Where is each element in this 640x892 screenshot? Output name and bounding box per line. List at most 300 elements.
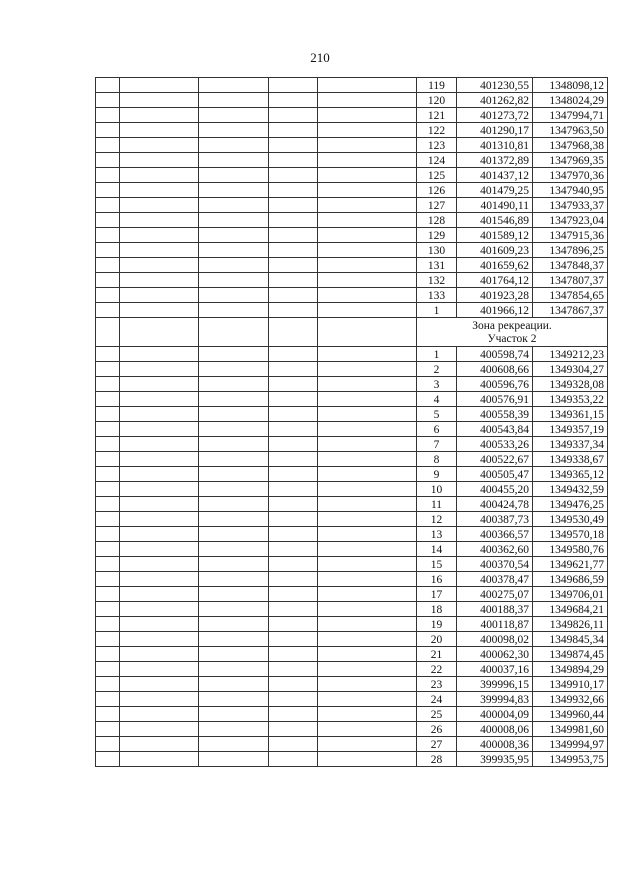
coord-y: 1349684,21 (533, 602, 608, 617)
empty-cell (269, 452, 318, 467)
empty-cell (269, 347, 318, 362)
coord-x: 401310,81 (457, 138, 533, 153)
coord-x: 400543,84 (457, 422, 533, 437)
empty-cell (318, 153, 417, 168)
empty-cell (318, 647, 417, 662)
point-number: 12 (417, 512, 457, 527)
empty-cell (96, 258, 120, 273)
empty-cell (120, 587, 199, 602)
coord-x: 401372,89 (457, 153, 533, 168)
empty-cell (96, 392, 120, 407)
table-row (96, 138, 608, 153)
empty-cell (96, 422, 120, 437)
empty-cell (199, 362, 269, 377)
empty-cell (269, 722, 318, 737)
coord-x: 400505,47 (457, 467, 533, 482)
empty-cell (96, 347, 120, 362)
empty-cell (199, 632, 269, 647)
coord-y: 1347915,36 (533, 228, 608, 243)
coord-y: 1349580,76 (533, 542, 608, 557)
empty-cell (269, 512, 318, 527)
empty-cell (120, 362, 199, 377)
coord-y: 1349337,34 (533, 437, 608, 452)
point-number: 25 (417, 707, 457, 722)
coord-y: 1349953,75 (533, 752, 608, 767)
empty-cell (96, 527, 120, 542)
point-number: 28 (417, 752, 457, 767)
empty-cell (199, 273, 269, 288)
empty-cell (269, 692, 318, 707)
coord-y: 1347970,36 (533, 168, 608, 183)
empty-cell (96, 153, 120, 168)
table-row (96, 467, 608, 482)
point-number: 14 (417, 542, 457, 557)
coord-y: 1349981,60 (533, 722, 608, 737)
coord-x: 401230,55 (457, 78, 533, 93)
empty-cell (199, 602, 269, 617)
point-number: 121 (417, 108, 457, 123)
point-number: 15 (417, 557, 457, 572)
point-number: 132 (417, 273, 457, 288)
empty-cell (269, 497, 318, 512)
table-row (96, 557, 608, 572)
coord-y: 1349357,19 (533, 422, 608, 437)
empty-cell (96, 617, 120, 632)
coord-y: 1349826,11 (533, 617, 608, 632)
point-number: 18 (417, 602, 457, 617)
table-row (96, 377, 608, 392)
table-row (96, 572, 608, 587)
empty-cell (96, 377, 120, 392)
table-row (96, 632, 608, 647)
coord-x: 400098,02 (457, 632, 533, 647)
point-number: 22 (417, 662, 457, 677)
point-number: 20 (417, 632, 457, 647)
empty-cell (120, 572, 199, 587)
empty-cell (120, 153, 199, 168)
empty-cell (96, 138, 120, 153)
empty-cell (199, 527, 269, 542)
empty-cell (269, 467, 318, 482)
empty-cell (120, 512, 199, 527)
point-number: 119 (417, 78, 457, 93)
coord-x: 400522,67 (457, 452, 533, 467)
point-number: 4 (417, 392, 457, 407)
table-row (96, 452, 608, 467)
point-number: 128 (417, 213, 457, 228)
point-number: 123 (417, 138, 457, 153)
coord-x: 401659,62 (457, 258, 533, 273)
empty-cell (199, 318, 269, 347)
empty-cell (199, 78, 269, 93)
empty-cell (318, 422, 417, 437)
empty-cell (269, 392, 318, 407)
empty-cell (96, 542, 120, 557)
empty-cell (120, 213, 199, 228)
coord-y: 1349476,25 (533, 497, 608, 512)
table-row (96, 93, 608, 108)
empty-cell (96, 662, 120, 677)
empty-cell (199, 183, 269, 198)
empty-cell (96, 228, 120, 243)
empty-cell (120, 347, 199, 362)
coord-y: 1348098,12 (533, 78, 608, 93)
point-number: 11 (417, 497, 457, 512)
coord-x: 400004,09 (457, 707, 533, 722)
coord-y: 1347994,71 (533, 108, 608, 123)
empty-cell (120, 722, 199, 737)
empty-cell (96, 123, 120, 138)
point-number: 16 (417, 572, 457, 587)
empty-cell (120, 647, 199, 662)
empty-cell (269, 273, 318, 288)
empty-cell (269, 572, 318, 587)
empty-cell (269, 602, 318, 617)
point-number: 7 (417, 437, 457, 452)
empty-cell (199, 228, 269, 243)
empty-cell (269, 78, 318, 93)
point-number: 5 (417, 407, 457, 422)
coord-y: 1349874,45 (533, 647, 608, 662)
coord-x: 401437,12 (457, 168, 533, 183)
table-row (96, 123, 608, 138)
coord-x: 400037,16 (457, 662, 533, 677)
empty-cell (120, 93, 199, 108)
point-number: 13 (417, 527, 457, 542)
coord-x: 401262,82 (457, 93, 533, 108)
empty-cell (96, 303, 120, 318)
empty-cell (120, 497, 199, 512)
section-title-line2: Участок 2 (487, 332, 537, 345)
empty-cell (318, 437, 417, 452)
empty-cell (318, 213, 417, 228)
empty-cell (120, 228, 199, 243)
empty-cell (269, 153, 318, 168)
point-number: 120 (417, 93, 457, 108)
empty-cell (318, 662, 417, 677)
empty-cell (96, 452, 120, 467)
table-row (96, 213, 608, 228)
empty-cell (199, 572, 269, 587)
empty-cell (269, 422, 318, 437)
empty-cell (96, 168, 120, 183)
coord-x: 400362,60 (457, 542, 533, 557)
empty-cell (120, 707, 199, 722)
empty-cell (199, 123, 269, 138)
coord-x: 401290,17 (457, 123, 533, 138)
table-row (96, 677, 608, 692)
empty-cell (269, 138, 318, 153)
table-row (96, 437, 608, 452)
empty-cell (269, 123, 318, 138)
empty-cell (199, 377, 269, 392)
point-number: 3 (417, 377, 457, 392)
empty-cell (199, 752, 269, 767)
empty-cell (199, 303, 269, 318)
empty-cell (199, 213, 269, 228)
empty-cell (318, 228, 417, 243)
coord-x: 400275,07 (457, 587, 533, 602)
empty-cell (318, 737, 417, 752)
table-row (96, 587, 608, 602)
table-row (96, 482, 608, 497)
empty-cell (318, 168, 417, 183)
empty-cell (120, 258, 199, 273)
empty-cell (199, 587, 269, 602)
empty-cell (120, 168, 199, 183)
empty-cell (318, 78, 417, 93)
table-row (96, 198, 608, 213)
point-number: 122 (417, 123, 457, 138)
empty-cell (120, 407, 199, 422)
empty-cell (96, 647, 120, 662)
empty-cell (269, 527, 318, 542)
empty-cell (269, 677, 318, 692)
empty-cell (318, 707, 417, 722)
coord-x: 399994,83 (457, 692, 533, 707)
empty-cell (199, 617, 269, 632)
empty-cell (120, 632, 199, 647)
section-title (417, 318, 608, 347)
empty-cell (96, 512, 120, 527)
coord-y: 1347940,95 (533, 183, 608, 198)
empty-cell (96, 467, 120, 482)
empty-cell (318, 467, 417, 482)
point-number: 17 (417, 587, 457, 602)
coord-x: 401546,89 (457, 213, 533, 228)
point-number: 124 (417, 153, 457, 168)
empty-cell (199, 677, 269, 692)
empty-cell (269, 318, 318, 347)
coord-y: 1349570,18 (533, 527, 608, 542)
empty-cell (269, 632, 318, 647)
coord-x: 399996,15 (457, 677, 533, 692)
point-number: 129 (417, 228, 457, 243)
empty-cell (269, 168, 318, 183)
empty-cell (269, 183, 318, 198)
empty-cell (120, 677, 199, 692)
empty-cell (199, 347, 269, 362)
empty-cell (269, 587, 318, 602)
empty-cell (318, 497, 417, 512)
coord-y: 1349365,12 (533, 467, 608, 482)
empty-cell (96, 692, 120, 707)
empty-cell (120, 527, 199, 542)
empty-cell (96, 213, 120, 228)
coord-x: 400598,74 (457, 347, 533, 362)
table-row (96, 722, 608, 737)
empty-cell (269, 437, 318, 452)
empty-cell (269, 737, 318, 752)
coord-x: 400378,47 (457, 572, 533, 587)
coord-y: 1347933,37 (533, 198, 608, 213)
empty-cell (318, 722, 417, 737)
empty-cell (318, 407, 417, 422)
table-row (96, 422, 608, 437)
point-number: 133 (417, 288, 457, 303)
empty-cell (318, 752, 417, 767)
empty-cell (199, 452, 269, 467)
coord-y: 1347969,35 (533, 153, 608, 168)
point-number: 130 (417, 243, 457, 258)
empty-cell (96, 572, 120, 587)
empty-cell (269, 557, 318, 572)
empty-cell (120, 542, 199, 557)
table-row (96, 153, 608, 168)
coord-x: 400533,26 (457, 437, 533, 452)
empty-cell (199, 512, 269, 527)
empty-cell (96, 362, 120, 377)
empty-cell (120, 243, 199, 258)
coord-x: 401490,11 (457, 198, 533, 213)
empty-cell (269, 662, 318, 677)
table-row (96, 168, 608, 183)
empty-cell (199, 288, 269, 303)
empty-cell (96, 752, 120, 767)
table-row (96, 303, 608, 318)
empty-cell (269, 377, 318, 392)
coordinates-table (95, 77, 608, 767)
empty-cell (318, 288, 417, 303)
empty-cell (269, 707, 318, 722)
empty-cell (199, 482, 269, 497)
empty-cell (96, 557, 120, 572)
empty-cell (96, 318, 120, 347)
empty-cell (120, 288, 199, 303)
empty-cell (269, 617, 318, 632)
empty-cell (120, 273, 199, 288)
empty-cell (120, 377, 199, 392)
table-row (96, 707, 608, 722)
empty-cell (318, 108, 417, 123)
coord-x: 401923,28 (457, 288, 533, 303)
empty-cell (318, 273, 417, 288)
empty-cell (120, 318, 199, 347)
empty-cell (199, 737, 269, 752)
coord-x: 400008,06 (457, 722, 533, 737)
point-number: 19 (417, 617, 457, 632)
table-row (96, 662, 608, 677)
empty-cell (120, 123, 199, 138)
coord-x: 400455,20 (457, 482, 533, 497)
table-row (96, 512, 608, 527)
empty-cell (269, 228, 318, 243)
table-row (96, 78, 608, 93)
empty-cell (269, 288, 318, 303)
empty-cell (318, 362, 417, 377)
coord-y: 1349353,22 (533, 392, 608, 407)
empty-cell (96, 108, 120, 123)
empty-cell (318, 587, 417, 602)
point-number: 2 (417, 362, 457, 377)
empty-cell (318, 482, 417, 497)
empty-cell (120, 183, 199, 198)
point-number: 125 (417, 168, 457, 183)
empty-cell (269, 647, 318, 662)
empty-cell (199, 692, 269, 707)
empty-cell (199, 153, 269, 168)
coord-x: 399935,95 (457, 752, 533, 767)
empty-cell (199, 467, 269, 482)
table-row (96, 647, 608, 662)
coord-y: 1349686,59 (533, 572, 608, 587)
coord-x: 400387,73 (457, 512, 533, 527)
coord-y: 1349304,27 (533, 362, 608, 377)
coord-y: 1349910,17 (533, 677, 608, 692)
coord-y: 1349621,77 (533, 557, 608, 572)
point-number: 27 (417, 737, 457, 752)
empty-cell (318, 527, 417, 542)
empty-cell (269, 108, 318, 123)
empty-cell (199, 422, 269, 437)
coord-y: 1349706,01 (533, 587, 608, 602)
coord-y: 1348024,29 (533, 93, 608, 108)
empty-cell (318, 557, 417, 572)
empty-cell (269, 482, 318, 497)
empty-cell (318, 392, 417, 407)
empty-cell (318, 318, 417, 347)
coord-x: 400596,76 (457, 377, 533, 392)
empty-cell (269, 93, 318, 108)
empty-cell (120, 78, 199, 93)
table-row (96, 527, 608, 542)
empty-cell (318, 123, 417, 138)
coord-x: 401764,12 (457, 273, 533, 288)
table-row (96, 347, 608, 362)
coord-x: 400370,54 (457, 557, 533, 572)
page-number: 210 (310, 50, 330, 65)
coord-x: 400062,30 (457, 647, 533, 662)
coord-y: 1349530,49 (533, 512, 608, 527)
empty-cell (199, 198, 269, 213)
empty-cell (120, 422, 199, 437)
empty-cell (318, 677, 417, 692)
empty-cell (96, 737, 120, 752)
table-row (96, 752, 608, 767)
empty-cell (96, 602, 120, 617)
empty-cell (199, 542, 269, 557)
coord-x: 401966,12 (457, 303, 533, 318)
empty-cell (120, 662, 199, 677)
coord-y: 1349994,97 (533, 737, 608, 752)
coord-y: 1349845,34 (533, 632, 608, 647)
empty-cell (199, 437, 269, 452)
empty-cell (96, 198, 120, 213)
coord-x: 401479,25 (457, 183, 533, 198)
coord-x: 400366,57 (457, 527, 533, 542)
point-number: 9 (417, 467, 457, 482)
empty-cell (318, 572, 417, 587)
empty-cell (269, 198, 318, 213)
empty-cell (120, 303, 199, 318)
coord-y: 1349960,44 (533, 707, 608, 722)
empty-cell (318, 243, 417, 258)
empty-cell (96, 677, 120, 692)
empty-cell (318, 258, 417, 273)
point-number: 10 (417, 482, 457, 497)
section-title-line1: Зона рекреации. (472, 319, 552, 332)
point-number: 21 (417, 647, 457, 662)
empty-cell (318, 183, 417, 198)
empty-cell (120, 692, 199, 707)
empty-cell (318, 377, 417, 392)
empty-cell (96, 93, 120, 108)
table-row (96, 243, 608, 258)
empty-cell (96, 183, 120, 198)
table-row (96, 617, 608, 632)
empty-cell (96, 482, 120, 497)
empty-cell (199, 722, 269, 737)
